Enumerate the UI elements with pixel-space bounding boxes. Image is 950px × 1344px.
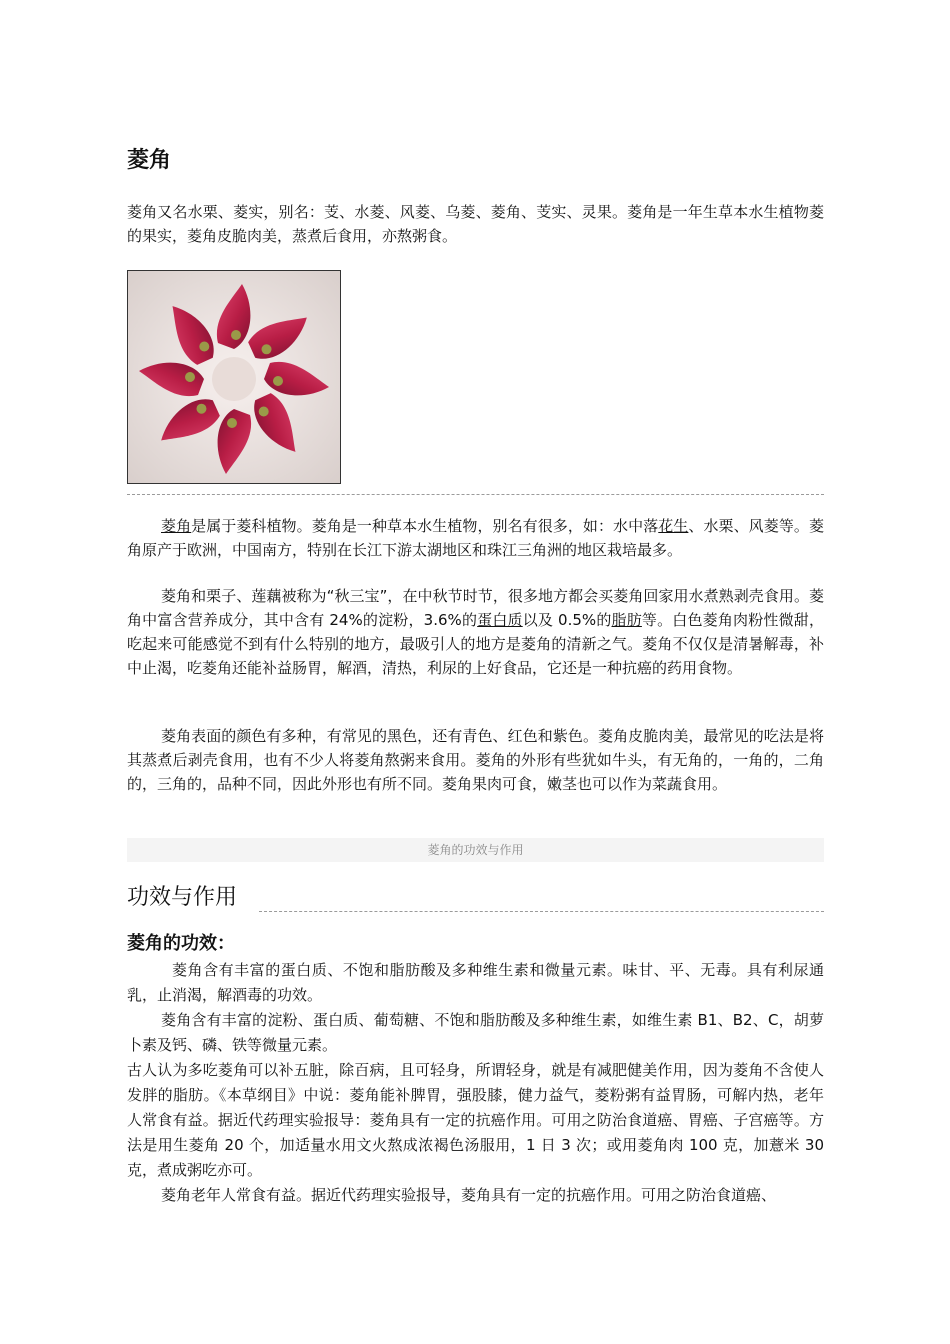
link-zhifang[interactable]: 脂肪 bbox=[611, 611, 642, 629]
section-divider bbox=[259, 911, 824, 912]
effect-paragraph-2: 菱角含有丰富的淀粉、蛋白质、葡萄糖、不饱和脂肪酸及多种维生素，如维生素 B1、B2、C，胡萝卜素及钙、磷、铁等微量元素。 bbox=[127, 1011, 824, 1054]
paragraph-origin: 菱角是属于菱科植物。菱角是一种草本水生植物，别名有很多，如：水中落花生、水栗、风菱等。菱角原产于欧洲，中国南方，特别在长江下游太湖地区和珠江三角洲的地区栽培最多。 bbox=[127, 517, 824, 559]
paragraph-nutrition: 菱角和栗子、莲藕被称为“秋三宝”，在中秋节时节，很多地方都会买菱角回家用水煮熟剥壳食用。菱角中富含营养成分，其中含有 24%的淀粉，3.6%的蛋白质以及 0.5%的脂肪等。白色菱角肉粉性微甜，吃起来可能感觉不到有什么特别的地方，最吸引人的地方是菱角的清新之气。菱角不仅仅是清暑解毒，补中止渴，吃菱角还能补益肠胃，解酒，清热，利尿的上好食品，它还是一种抗癌的药用食物。 bbox=[127, 587, 824, 677]
link-huasheng[interactable]: 花生 bbox=[658, 517, 689, 535]
paragraph-appearance: 菱角表面的颜色有多种，有常见的黑色，还有青色、红色和紫色。菱角皮脆肉美，最常见的吃法是将其蒸煮后剥壳食用，也有不少人将菱角熬粥来食用。菱角的外形有些犹如牛头，有无角的，一角的，二角的，三角的，品种不同，因此外形也有所不同。菱角果肉可食，嫩茎也可以作为菜蔬食用。 bbox=[127, 727, 824, 793]
water-caltrop-photo bbox=[127, 270, 341, 484]
section-title: 功效与作用 bbox=[127, 885, 238, 910]
link-danbaizhi[interactable]: 蛋白质 bbox=[477, 611, 523, 629]
page-title: 菱角 bbox=[127, 148, 172, 173]
water-caltrop-illustration bbox=[128, 271, 340, 483]
image-caption: 菱角的功效与作用 bbox=[127, 838, 824, 862]
subsection-title: 菱角的功效： bbox=[127, 933, 235, 954]
divider bbox=[127, 494, 824, 495]
effect-paragraph-1: 菱角含有丰富的蛋白质、不饱和脂肪酸及多种维生素和微量元素。味甘、平、无毒。具有利尿通乳，止消渴，解酒毒的功效。 bbox=[127, 961, 824, 1004]
link-lingjiao[interactable]: 菱角 bbox=[161, 517, 192, 535]
effect-paragraph-3: 古人认为多吃菱角可以补五脏，除百病，且可轻身，所谓轻身，就是有减肥健美作用，因为菱角不含使人发胖的脂肪。《本草纲目》中说：菱角能补脾胃，强股膝，健力益气，菱粉粥有益胃肠，可解内热，老年人常食有益。据近代药理实验报导：菱角具有一定的抗癌作用。可用之防治食道癌、胃癌、子宫癌等。方法是用生菱角 20 个，加适量水用文火熬成浓褐色汤服用，1 日 3 次；或用菱角肉 100 克，加薏米 30 克，煮成粥吃亦可。 bbox=[127, 1061, 824, 1179]
effect-paragraph-4: 菱角老年人常食有益。据近代药理实验报导，菱角具有一定的抗癌作用。可用之防治食道癌、 bbox=[161, 1186, 777, 1204]
intro-paragraph: 菱角又名水栗、菱实，别名：芰、水菱、风菱、乌菱、菱角、芰实、灵果。菱角是一年生草本水生植物菱的果实，菱角皮脆肉美，蒸煮后食用，亦熬粥食。 bbox=[127, 203, 824, 245]
